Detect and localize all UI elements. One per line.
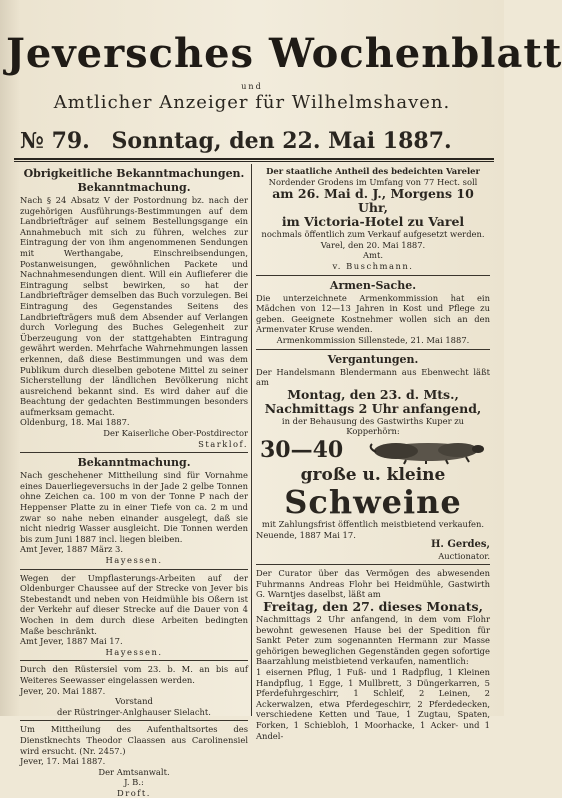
issue-line [20, 128, 452, 154]
ad-armen [256, 279, 490, 346]
masthead [0, 0, 562, 158]
section-heading-auctions: Vergantungen. [327, 352, 419, 366]
notice-signature-title: Der Amtsanwalt. [98, 766, 170, 777]
notice-place: Jever, 17. Mai 1887. [20, 756, 106, 767]
notice-signature: Hayessen. [105, 646, 163, 657]
notice-body: Um Mittheilung des Aufenthaltsortes des Dienstknechts Theodor Claassen aus Carolinensiel wird ersucht. (Nr. 2457.) [20, 724, 248, 756]
masthead-rule-thin [14, 161, 494, 162]
notice-place: Jever, 20. Mai 1887. [20, 685, 106, 696]
ad-signature: v. Buschmann. [332, 260, 414, 271]
notice-signature: Starklof. [198, 438, 248, 449]
notice-body: Nach geschehener Mittheilung sind für Vornahme eines Dauerliegeversuchs in der Jade 2 gelbe Tonnen ohne Zeichen ca. 100 m von der Tonne P nach der Heppenser Platte zu in einer Tiefe von ca. 2 m und zwar so nahe neben einander ausgelegt, daß sie nicht niedrig Wasser ausgleicht. Die Tonnen werden bis zum Juni 1887 incl. liegen bleiben. [20, 470, 248, 544]
divider [20, 720, 248, 721]
ad-signature-title: Auctionator. [438, 550, 490, 561]
column-separator [251, 164, 252, 716]
divider [20, 660, 248, 661]
pig-illustration-icon [366, 438, 488, 464]
ad-line: Nordender Grodens im Umfang von 77 Hect. soll [268, 176, 478, 187]
divider [20, 569, 248, 570]
ad-flohr [256, 568, 490, 741]
divider [20, 452, 248, 453]
newspaper-title: Jeversches Wochenblatt [6, 30, 562, 77]
notice-body: Wegen der Umpflasterungs-Arbeiten auf der Oldenburger Chaussee auf der Strecke von Jever bis Stebestandt und neben von Heidmühle bis Oßern ist der Verkehr auf dieser Strecke auf die Dauer von 4 Wochen in dem durch diese Arbeiten bedingten Maße beschränkt. [20, 572, 248, 636]
ad-signature: H. Gerdes, [430, 539, 490, 551]
ad-place: Armenkommission Sillenstede, 21. Mai 1887. [276, 334, 470, 345]
ad-intro: Der Handelsmann Blendermann aus Ebenwecht läßt am [256, 366, 490, 388]
ad-item-list: 1 eisernen Pflug, 1 Fuß- und 1 Radpflug, 1 Kleinen Handpflug, 1 Egge, 1 Mullbrett, 3 Düngerkarren, 5 Pferdefuhrgeschirr, 1 Schleif, 2 Leinen, 2 Ackerwalzen, etwa Pferdegeschirr, 2 Pferdedecken, verschiedene Ketten und Taue, 1 Zugtau, Spaten, Forken, 1 Schiebloh, 1 Moorhacke, 1 Acker- und 1 Andel- [256, 667, 490, 741]
ad-time-line: Nachmittags 2 Uhr anfangend, [264, 400, 482, 416]
ad-venue-line: im Victoria-Hotel zu Varel [281, 214, 465, 230]
right-column [256, 166, 490, 741]
ad-headline: Schweine [284, 482, 462, 521]
notice-signature: der Rüstringer-Anlghauser Sielacht. [57, 706, 211, 717]
ad-body: Nachmittags 2 Uhr anfangend, in dem vom Flohr bewohnt gewesenen Hause bei der Spedition für Sankt Peter zum sogenannten Hermann zur Masse gehörigen beweglichen Gegenständen gegen sofortige Baarzahlung meistbietend verkaufen, namentlich: [256, 614, 490, 667]
ad-line: mit Zahlungsfrist öffentlich meistbietend verkaufen. [261, 518, 485, 529]
notice-place: Amt Jever, 1887 März 3. [20, 544, 124, 555]
ad-date-line: Montag, den 23. d. Mts., [287, 386, 459, 402]
ad-line: in der Behausung des Gastwirths Kuper zu Kopperhörn: [281, 415, 465, 437]
divider [256, 275, 490, 276]
ad-groden [256, 166, 490, 272]
notice-chaussee [20, 573, 248, 658]
divider [256, 564, 490, 565]
newspaper-subtitle: Amtlicher Anzeiger für Wilhelmshaven. [53, 92, 451, 113]
divider [256, 349, 490, 350]
ad-intro: Der Curator über das Vermögen des abwesenden Fuhrmanns Andreas Flohr bei Heidmühle, Gastwirth G. Warntjes daselbst, läßt am [256, 568, 490, 600]
notice-signature: Hayessen. [105, 555, 163, 565]
ad-quantity: 30—40 [260, 436, 344, 463]
notice-place: Oldenburg, 18. Mai 1887. [20, 417, 130, 428]
notice-body: Nach § 24 Absatz V der Postordnung bz. nach der zugehörigen Ausführungs-Bestimmungen auf dem Landbriefträger auf seinem Bestellungsgange ein Annahmebuch mit sich zu führen, welches zur Eintragung der von ihm angenommenen Sendungen mit Werthangabe, Einschreibsendungen, Postanweisungen, gewöhnlichen Packete und Nachnahmesendungen dient. Will ein Auflieferer die Eintragung selbst bewirken, so hat der Landbriefträger demselben das Buch vorzulegen. Bei Eintragung des Gegenstandes Seitens des Landbriefträgers muß dem Absender auf Verlangen durch Vorlegung des Buches Gelegenheit zur Überzeugung von der stattgehabten Eintragung gewährt werden. Mehrfache Wahrnehmungen lassen erkennen, daß diese Bestimmungen und was dem Publikum durch dieselben gebotene Mittel zu seiner Sicherstellung der ländlichen Bevölkerung nicht ausreichend bekannt sind. Es wird daher auf die Beachtung der gedachten Bestimmungen besonders aufmerksam gemacht. [20, 195, 248, 417]
ad-line: Der staatliche Antheil des bedeichten Vareler [266, 166, 480, 176]
issue-number: № 79. [20, 128, 90, 154]
notice-post [20, 167, 248, 449]
notice-signature: Droft. [117, 787, 151, 798]
notice-signature-title: Vorstand [115, 696, 153, 707]
section-heading-official: Obrigkeitliche Bekanntmachungen. [23, 167, 245, 180]
ad-date-line: Freitag, den 27. dieses Monats, [263, 599, 483, 615]
ad-heading: Armen-Sache. [329, 278, 417, 292]
notice-search [20, 724, 248, 798]
ad-place: Varel, den 20. Mai 1887. [320, 239, 426, 250]
notice-body: Durch den Rüstersiel vom 23. b. M. an bis auf Weiteres Seewasser eingelassen werden. [20, 664, 248, 685]
ad-subtitle: große u. kleine [300, 464, 446, 485]
ad-line: nochmals öffentlich zum Verkauf aufgesetzt werden. [261, 229, 485, 240]
ad-quantity-row [256, 437, 490, 465]
ad-body: Die unterzeichnete Armenkommission hat ein Mädchen von 12—13 Jahren in Kost und Pflege zu geben. Geeignete Kostnehmer wollen sich an den Armenvater Kruse wenden. [256, 292, 490, 335]
masthead-rule [14, 158, 494, 160]
notice-signature-proxy: J. B.: [124, 777, 144, 788]
notice-tonnen [20, 456, 248, 565]
ad-place: Neuende, 1887 Mai 17. [256, 529, 356, 540]
issue-date: Sonntag, den 22. Mai 1887. [111, 128, 452, 154]
notice-siel [20, 664, 248, 717]
ad-date-line: am 26. Mai d. J., Morgens 10 Uhr, [272, 186, 474, 216]
ad-schweine [256, 353, 490, 562]
masthead-und: und [241, 82, 263, 91]
ad-signature-title: Amt. [362, 250, 384, 261]
notice-signature-title: Der Kaiserliche Ober-Postdirector [103, 428, 248, 439]
notice-heading: Bekanntmachung. [77, 181, 191, 194]
notice-place: Amt Jever, 1887 Mai 17. [20, 636, 123, 647]
left-column [20, 166, 248, 798]
notice-heading: Bekanntmachung. [77, 456, 191, 470]
